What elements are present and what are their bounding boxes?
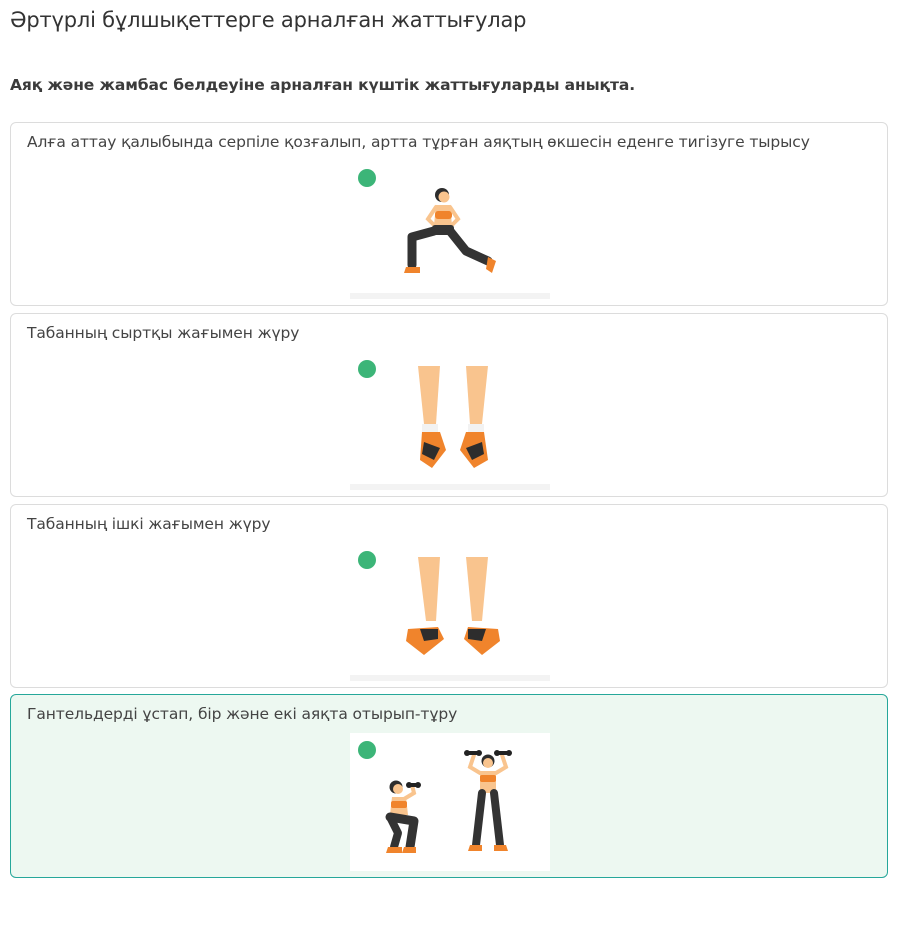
brand-logo-icon [358,551,376,569]
answer-option-label: Табанның ішкі жағымен жүру [27,515,271,533]
answer-option-label: Алға аттау қалыбында серпіле қозғалып, артта тұрған аяқтың өкшесін еденге тигізуге тырысу [27,133,810,151]
dumbbell-squat-illustration [350,733,550,871]
answer-option-1[interactable] [10,122,888,306]
question-text: Аяқ және жамбас белдеуіне арналған күштік жаттығуларды анықта. [10,76,636,94]
page-title: Әртүрлі бұлшықеттерге арналған жаттығулар [10,8,527,32]
image-shadow [350,484,550,490]
image-shadow [350,675,550,681]
brand-logo-icon [358,741,376,759]
brand-logo-icon [358,360,376,378]
brand-logo-icon [358,169,376,187]
image-shadow [350,293,550,299]
outer-foot-walk-illustration [350,352,550,490]
answer-option-4[interactable] [10,694,888,878]
lunge-illustration [350,161,550,299]
answer-option-2[interactable] [10,313,888,497]
inner-foot-walk-illustration [350,543,550,681]
answer-option-3[interactable] [10,504,888,688]
answer-option-label: Табанның сыртқы жағымен жүру [27,324,300,342]
answer-option-label: Гантельдерді ұстап, бір және екі аяқта отырып-тұру [27,705,458,723]
